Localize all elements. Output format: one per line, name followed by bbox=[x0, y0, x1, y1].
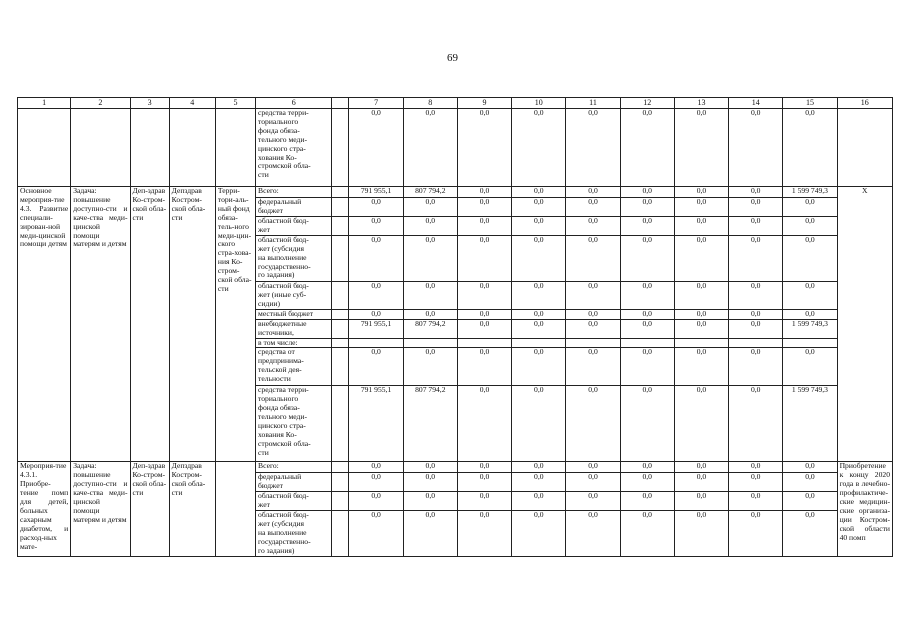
value-cell: 0,0 bbox=[620, 235, 674, 281]
value-cell: 0,0 bbox=[674, 309, 728, 319]
value-cell: 0,0 bbox=[620, 473, 674, 492]
value-cell bbox=[674, 338, 728, 348]
value-cell bbox=[457, 338, 511, 348]
value-cell: 0,0 bbox=[783, 462, 837, 473]
value-cell: 0,0 bbox=[457, 109, 511, 187]
value-cell: 0,0 bbox=[457, 462, 511, 473]
empty-cell bbox=[130, 109, 169, 187]
spacer-cell bbox=[332, 319, 349, 338]
value-cell: 0,0 bbox=[566, 309, 620, 319]
header-cell: 14 bbox=[729, 98, 783, 109]
value-cell: 0,0 bbox=[783, 281, 837, 309]
spacer-cell bbox=[332, 198, 349, 217]
value-cell: 791 955,1 bbox=[349, 319, 403, 338]
value-cell: 0,0 bbox=[403, 109, 457, 187]
spacer-cell bbox=[332, 109, 349, 187]
spacer-cell bbox=[332, 216, 349, 235]
header-cell: 12 bbox=[620, 98, 674, 109]
value-cell: 0,0 bbox=[620, 348, 674, 386]
value-cell: 791 955,1 bbox=[349, 187, 403, 198]
budget-table bbox=[17, 97, 893, 557]
source-cell: средства терри- ториального фонда обяза- тельного меди- цинского стра- хования Ко- стромской обла- сти bbox=[256, 109, 332, 187]
source-cell: областной бюд- жет bbox=[256, 492, 332, 511]
value-cell: 0,0 bbox=[349, 198, 403, 217]
header-cell: 5 bbox=[215, 98, 255, 109]
value-cell: 0,0 bbox=[620, 309, 674, 319]
value-cell: 0,0 bbox=[620, 109, 674, 187]
value-cell: 0,0 bbox=[349, 281, 403, 309]
value-cell: 0,0 bbox=[349, 216, 403, 235]
value-cell: 0,0 bbox=[729, 281, 783, 309]
source-cell: местный бюджет bbox=[256, 309, 332, 319]
value-cell: 0,0 bbox=[403, 309, 457, 319]
value-cell: 0,0 bbox=[674, 386, 728, 462]
value-cell: 0,0 bbox=[403, 198, 457, 217]
value-cell: 0,0 bbox=[620, 216, 674, 235]
value-cell: 0,0 bbox=[457, 473, 511, 492]
value-cell: 1 599 749,3 bbox=[783, 187, 837, 198]
spacer-cell bbox=[332, 462, 349, 473]
spacer-cell bbox=[332, 348, 349, 386]
block2-col4: Депздрав Костром-ской обла-сти bbox=[169, 462, 215, 557]
block1-col3: Деп-здрав Ко-стром-ской обла-сти bbox=[130, 187, 169, 462]
header-cell: 7 bbox=[349, 98, 403, 109]
value-cell: 0,0 bbox=[512, 109, 566, 187]
value-cell: 0,0 bbox=[349, 462, 403, 473]
spacer-cell bbox=[332, 492, 349, 511]
value-cell: 0,0 bbox=[783, 109, 837, 187]
value-cell: 0,0 bbox=[457, 492, 511, 511]
source-cell: областной бюд- жет (иные суб- сидии) bbox=[256, 281, 332, 309]
block2-col5 bbox=[215, 462, 255, 557]
value-cell: 0,0 bbox=[566, 511, 620, 557]
value-cell: 0,0 bbox=[620, 281, 674, 309]
value-cell: 0,0 bbox=[566, 216, 620, 235]
block2-col3: Деп-здрав Ко-стром-ской обла-сти bbox=[130, 462, 169, 557]
value-cell: 0,0 bbox=[620, 511, 674, 557]
spacer-cell bbox=[332, 309, 349, 319]
value-cell: 807 794,2 bbox=[403, 386, 457, 462]
value-cell: 0,0 bbox=[512, 319, 566, 338]
value-cell: 0,0 bbox=[512, 309, 566, 319]
value-cell: 0,0 bbox=[512, 462, 566, 473]
header-cell: 6 bbox=[256, 98, 332, 109]
value-cell: 0,0 bbox=[403, 492, 457, 511]
value-cell: 0,0 bbox=[512, 492, 566, 511]
block2-col2: Задача: повышение доступно-сти и каче-ства меди-цинской помощи матерям и детям bbox=[71, 462, 130, 557]
empty-cell bbox=[71, 109, 130, 187]
value-cell: 0,0 bbox=[783, 309, 837, 319]
value-cell: 0,0 bbox=[457, 511, 511, 557]
value-cell: 0,0 bbox=[729, 109, 783, 187]
value-cell: 0,0 bbox=[457, 198, 511, 217]
value-cell: 0,0 bbox=[457, 348, 511, 386]
continuation-row bbox=[18, 109, 893, 187]
value-cell: 0,0 bbox=[729, 198, 783, 217]
value-cell: 0,0 bbox=[620, 386, 674, 462]
value-cell: 0,0 bbox=[566, 492, 620, 511]
value-cell: 0,0 bbox=[566, 187, 620, 198]
source-cell: областной бюд- жет (субсидия на выполнение государственно- го задания) bbox=[256, 511, 332, 557]
value-cell: 0,0 bbox=[457, 319, 511, 338]
header-cell: 15 bbox=[783, 98, 837, 109]
value-cell: 0,0 bbox=[729, 462, 783, 473]
source-cell: федеральный бюджет bbox=[256, 473, 332, 492]
value-cell: 0,0 bbox=[729, 319, 783, 338]
block1-col4: Депздрав Костром-ской обла-сти bbox=[169, 187, 215, 462]
value-cell: 0,0 bbox=[620, 187, 674, 198]
value-cell bbox=[349, 338, 403, 348]
header-cell: 9 bbox=[457, 98, 511, 109]
value-cell: 1 599 749,3 bbox=[783, 386, 837, 462]
source-cell: Всего: bbox=[256, 462, 332, 473]
empty-cell bbox=[18, 109, 71, 187]
value-cell: 0,0 bbox=[620, 198, 674, 217]
value-cell: 0,0 bbox=[783, 235, 837, 281]
value-cell: 0,0 bbox=[783, 198, 837, 217]
source-cell: в том числе: bbox=[256, 338, 332, 348]
block1-col1: Основное мероприя-тие 4.3. Развитие специали-зирован-ной меди-цинской помощи детям bbox=[18, 187, 71, 462]
block1-col2: Задача: повышение доступно-сти и каче-ства меди-цинской помощи матерям и детям bbox=[71, 187, 130, 462]
value-cell: 0,0 bbox=[512, 386, 566, 462]
value-cell: 0,0 bbox=[729, 216, 783, 235]
value-cell: 0,0 bbox=[674, 473, 728, 492]
spacer-cell bbox=[332, 98, 349, 109]
value-cell: 0,0 bbox=[729, 235, 783, 281]
value-cell: 0,0 bbox=[674, 511, 728, 557]
value-cell bbox=[566, 338, 620, 348]
value-cell: 0,0 bbox=[729, 309, 783, 319]
value-cell: 0,0 bbox=[674, 492, 728, 511]
value-cell: 807 794,2 bbox=[403, 319, 457, 338]
block1-row bbox=[18, 187, 893, 198]
value-cell: 0,0 bbox=[512, 198, 566, 217]
value-cell: 0,0 bbox=[403, 462, 457, 473]
block2-row bbox=[18, 462, 893, 473]
value-cell: 791 955,1 bbox=[349, 386, 403, 462]
value-cell: 0,0 bbox=[566, 198, 620, 217]
value-cell: 1 599 749,3 bbox=[783, 319, 837, 338]
value-cell bbox=[403, 338, 457, 348]
source-cell: областной бюд- жет (субсидия на выполнение государственно- го задания) bbox=[256, 235, 332, 281]
value-cell: 0,0 bbox=[783, 511, 837, 557]
spacer-cell bbox=[332, 281, 349, 309]
value-cell: 0,0 bbox=[403, 473, 457, 492]
source-cell: средства терри- ториального фонда обяза- тельного меди- цинского стра- хования Ко- стромской обла- сти bbox=[256, 386, 332, 462]
header-row bbox=[18, 98, 893, 109]
spacer-cell bbox=[332, 187, 349, 198]
source-cell: федеральный бюджет bbox=[256, 198, 332, 217]
header-cell: 1 bbox=[18, 98, 71, 109]
value-cell: 0,0 bbox=[783, 492, 837, 511]
value-cell: 0,0 bbox=[729, 348, 783, 386]
value-cell: 0,0 bbox=[512, 235, 566, 281]
value-cell: 0,0 bbox=[512, 348, 566, 386]
block1-col5: Терри-тори-аль-ный фонд обяза-тель-ного меди-цин-ского стра-хова-ния Ко-стром-ской обла-сти bbox=[215, 187, 255, 462]
value-cell: 0,0 bbox=[566, 473, 620, 492]
header-cell: 4 bbox=[169, 98, 215, 109]
value-cell: 0,0 bbox=[729, 187, 783, 198]
value-cell: 0,0 bbox=[512, 216, 566, 235]
value-cell: 0,0 bbox=[783, 216, 837, 235]
value-cell: 0,0 bbox=[729, 492, 783, 511]
source-cell: средства от предпринима- тельской дея- тельности bbox=[256, 348, 332, 386]
value-cell: 0,0 bbox=[457, 216, 511, 235]
value-cell: 0,0 bbox=[674, 187, 728, 198]
value-cell: 0,0 bbox=[620, 462, 674, 473]
value-cell: 0,0 bbox=[566, 109, 620, 187]
value-cell: 0,0 bbox=[349, 109, 403, 187]
source-cell: Всего: bbox=[256, 187, 332, 198]
value-cell bbox=[512, 338, 566, 348]
header-cell: 3 bbox=[130, 98, 169, 109]
spacer-cell bbox=[332, 338, 349, 348]
value-cell: 0,0 bbox=[674, 348, 728, 386]
table-body bbox=[18, 98, 893, 557]
value-cell: 0,0 bbox=[674, 319, 728, 338]
value-cell: 0,0 bbox=[457, 386, 511, 462]
header-cell: 11 bbox=[566, 98, 620, 109]
value-cell bbox=[783, 338, 837, 348]
value-cell: 0,0 bbox=[674, 462, 728, 473]
header-cell: 2 bbox=[71, 98, 130, 109]
value-cell bbox=[620, 338, 674, 348]
block1-result: Х bbox=[837, 187, 892, 462]
header-cell: 13 bbox=[674, 98, 728, 109]
block2-col1: Мероприя-тие 4.3.1. Приобре-тение помп для детей, больных сахарным диабетом, и расход-ных мате- bbox=[18, 462, 71, 557]
value-cell: 0,0 bbox=[674, 281, 728, 309]
value-cell: 0,0 bbox=[729, 386, 783, 462]
spacer-cell bbox=[332, 473, 349, 492]
value-cell: 0,0 bbox=[349, 511, 403, 557]
value-cell: 807 794,2 bbox=[403, 187, 457, 198]
source-cell: внебюджетные источники, bbox=[256, 319, 332, 338]
page-number: 69 bbox=[447, 52, 458, 64]
value-cell: 0,0 bbox=[349, 473, 403, 492]
value-cell: 0,0 bbox=[457, 281, 511, 309]
header-cell: 10 bbox=[512, 98, 566, 109]
value-cell: 0,0 bbox=[349, 309, 403, 319]
header-cell: 8 bbox=[403, 98, 457, 109]
value-cell: 0,0 bbox=[349, 348, 403, 386]
value-cell: 0,0 bbox=[457, 187, 511, 198]
value-cell: 0,0 bbox=[729, 511, 783, 557]
value-cell: 0,0 bbox=[566, 319, 620, 338]
value-cell: 0,0 bbox=[566, 386, 620, 462]
value-cell: 0,0 bbox=[783, 348, 837, 386]
value-cell: 0,0 bbox=[512, 473, 566, 492]
value-cell: 0,0 bbox=[457, 235, 511, 281]
value-cell: 0,0 bbox=[349, 235, 403, 281]
value-cell: 0,0 bbox=[620, 319, 674, 338]
value-cell: 0,0 bbox=[620, 492, 674, 511]
value-cell: 0,0 bbox=[729, 473, 783, 492]
block2-result: Приобретение к концу 2020 года в лечебно-профилактиче-ские медицин-ские организа-ции Костром-ской области 40 помп bbox=[837, 462, 892, 557]
value-cell: 0,0 bbox=[566, 348, 620, 386]
source-cell: областной бюд- жет bbox=[256, 216, 332, 235]
empty-cell bbox=[215, 109, 255, 187]
value-cell: 0,0 bbox=[403, 281, 457, 309]
value-cell: 0,0 bbox=[512, 281, 566, 309]
value-cell: 0,0 bbox=[674, 235, 728, 281]
spacer-cell bbox=[332, 235, 349, 281]
value-cell: 0,0 bbox=[457, 309, 511, 319]
value-cell: 0,0 bbox=[674, 109, 728, 187]
value-cell: 0,0 bbox=[403, 348, 457, 386]
value-cell: 0,0 bbox=[674, 198, 728, 217]
value-cell bbox=[729, 338, 783, 348]
empty-cell bbox=[169, 109, 215, 187]
value-cell: 0,0 bbox=[403, 511, 457, 557]
value-cell: 0,0 bbox=[566, 462, 620, 473]
value-cell: 0,0 bbox=[403, 216, 457, 235]
value-cell: 0,0 bbox=[512, 511, 566, 557]
value-cell: 0,0 bbox=[512, 187, 566, 198]
spacer-cell bbox=[332, 386, 349, 462]
value-cell: 0,0 bbox=[403, 235, 457, 281]
value-cell: 0,0 bbox=[566, 281, 620, 309]
value-cell: 0,0 bbox=[674, 216, 728, 235]
header-cell: 16 bbox=[837, 98, 892, 109]
value-cell: 0,0 bbox=[349, 492, 403, 511]
spacer-cell bbox=[332, 511, 349, 557]
value-cell: 0,0 bbox=[783, 473, 837, 492]
empty-cell bbox=[837, 109, 892, 187]
value-cell: 0,0 bbox=[566, 235, 620, 281]
